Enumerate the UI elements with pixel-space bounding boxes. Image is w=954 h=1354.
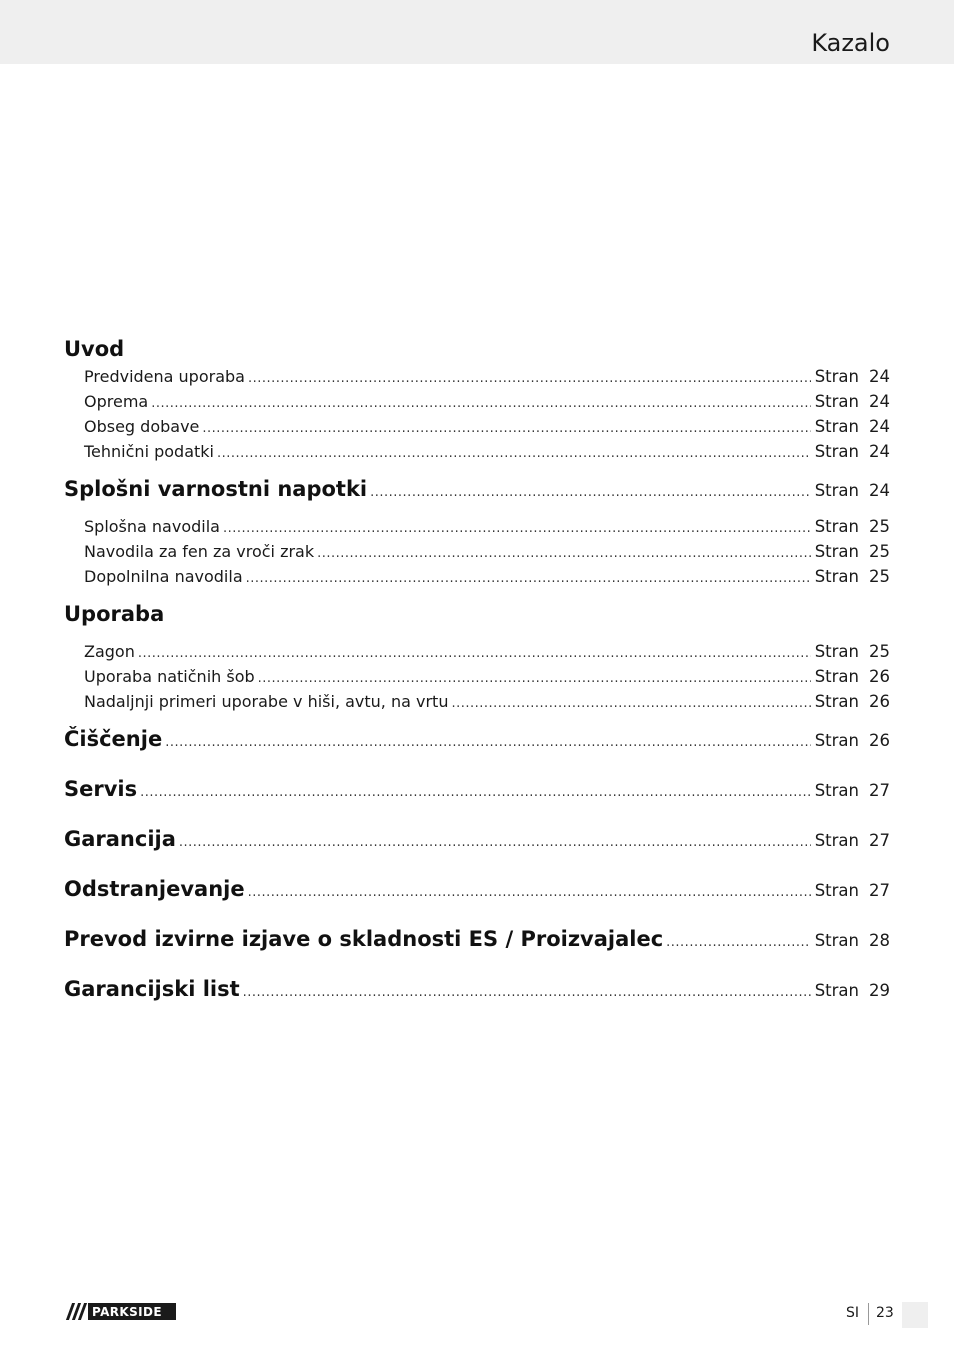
toc-section: [64, 814, 890, 864]
language-code: SI: [846, 1305, 860, 1321]
toc-entry[interactable]: [64, 639, 890, 664]
page-word: Stran: [814, 442, 859, 461]
dot-leader: [165, 718, 811, 768]
toc-heading-label: Odstranjevanje: [64, 877, 245, 901]
toc-entry[interactable]: [64, 564, 890, 589]
toc-entry-label: Uporaba natičnih šob: [84, 667, 255, 686]
page-number-ref: 24: [869, 367, 890, 386]
toc-heading[interactable]: [64, 864, 890, 914]
page-word: Stran: [814, 367, 859, 386]
toc-section: [64, 464, 890, 589]
page-reference: [815, 514, 890, 539]
toc-heading[interactable]: [64, 464, 890, 514]
page-number-ref: 28: [869, 931, 890, 950]
page-reference: [815, 439, 890, 464]
toc-entry-label: Zagon: [84, 642, 135, 661]
footer-divider: [868, 1303, 869, 1325]
page-number-ref: 25: [869, 642, 890, 661]
page-reference: [815, 766, 890, 816]
page-reference: [815, 816, 890, 866]
page-reference: [815, 389, 890, 414]
dot-leader: [217, 441, 811, 466]
page-reference: [815, 689, 890, 714]
toc-entry-label: Tehnični podatki: [84, 442, 214, 461]
toc-entry[interactable]: [64, 689, 890, 714]
dot-leader: [202, 416, 810, 441]
logo-text: PARKSIDE: [92, 1304, 162, 1319]
logo-stripes-icon: [64, 1303, 88, 1320]
toc-heading[interactable]: [64, 589, 890, 639]
page-reference: [815, 866, 890, 916]
dot-leader: [151, 391, 810, 416]
page-number-ref: 24: [869, 481, 890, 500]
page-word: Stran: [814, 417, 859, 436]
dot-leader: [140, 768, 811, 818]
page-word: Stran: [814, 481, 859, 500]
page-word: Stran: [814, 392, 859, 411]
page-word: Stran: [814, 517, 859, 536]
dot-leader: [179, 818, 811, 868]
toc-heading[interactable]: [64, 714, 890, 764]
page-number-ref: 24: [869, 442, 890, 461]
parkside-logo: [64, 1303, 176, 1320]
dot-leader: [138, 641, 811, 666]
dot-leader: [317, 541, 811, 566]
dot-leader: [370, 468, 811, 518]
toc-entry[interactable]: [64, 364, 890, 389]
page-number-ref: 29: [869, 981, 890, 1000]
page-number-ref: 26: [869, 692, 890, 711]
page-word: Stran: [814, 731, 859, 750]
toc-entry[interactable]: [64, 389, 890, 414]
dot-leader: [248, 366, 811, 391]
toc-heading-label: Servis: [64, 777, 138, 801]
toc-heading[interactable]: [64, 334, 890, 364]
table-of-contents: [64, 334, 890, 1014]
page-number-ref: 27: [869, 781, 890, 800]
page-number-ref: 26: [869, 731, 890, 750]
toc-entry[interactable]: [64, 539, 890, 564]
page-word: Stran: [814, 931, 859, 950]
page-number-ref: 25: [869, 567, 890, 586]
page-reference: [815, 716, 890, 766]
page-reference: [815, 664, 890, 689]
page-title: Kazalo: [811, 29, 890, 57]
toc-section: [64, 589, 890, 714]
page-reference: [815, 639, 890, 664]
toc-entry-label: Oprema: [84, 392, 149, 411]
toc-heading-label: Uporaba: [64, 602, 165, 626]
toc-heading-label: Garancijski list: [64, 977, 240, 1001]
page-word: Stran: [814, 567, 859, 586]
toc-entry-label: Obseg dobave: [84, 417, 200, 436]
toc-entry[interactable]: [64, 414, 890, 439]
page-number-ref: 24: [869, 392, 890, 411]
toc-heading-label: Čiščenje: [64, 727, 163, 751]
page-word: Stran: [814, 981, 859, 1000]
toc-entry[interactable]: [64, 439, 890, 464]
dot-leader: [451, 691, 810, 716]
toc-section: [64, 914, 890, 964]
page-word: Stran: [814, 781, 859, 800]
toc-entry-label: Predvidena uporaba: [84, 367, 245, 386]
page-number-ref: 24: [869, 417, 890, 436]
toc-heading[interactable]: [64, 964, 890, 1014]
page-word: Stran: [814, 542, 859, 561]
toc-heading[interactable]: [64, 814, 890, 864]
toc-section: [64, 764, 890, 814]
toc-entry[interactable]: [64, 514, 890, 539]
page-word: Stran: [814, 881, 859, 900]
page-reference: [815, 564, 890, 589]
dot-leader: [243, 968, 811, 1018]
page-number: 23: [876, 1305, 894, 1321]
toc-section: [64, 334, 890, 464]
toc-entry-label: Nadaljnji primeri uporabe v hiši, avtu, na vrtu: [84, 692, 449, 711]
footer-tab: [902, 1302, 928, 1328]
page-word: Stran: [814, 642, 859, 661]
page-number-ref: 27: [869, 831, 890, 850]
dot-leader: [248, 868, 811, 918]
dot-leader: [666, 918, 811, 968]
toc-heading[interactable]: [64, 914, 890, 964]
page-reference: [815, 539, 890, 564]
page-number-ref: 27: [869, 881, 890, 900]
page-word: Stran: [814, 831, 859, 850]
page-number-ref: 26: [869, 667, 890, 686]
page-number-ref: 25: [869, 542, 890, 561]
dot-leader: [223, 516, 811, 541]
toc-entry-label: Navodila za fen za vroči zrak: [84, 542, 315, 561]
toc-section: [64, 864, 890, 914]
toc-heading[interactable]: [64, 764, 890, 814]
page-reference: [815, 364, 890, 389]
page-reference: [815, 414, 890, 439]
dot-leader: [258, 666, 811, 691]
page-word: Stran: [814, 667, 859, 686]
page-reference: [815, 466, 890, 516]
dot-leader: [246, 566, 811, 591]
page-number-ref: 25: [869, 517, 890, 536]
toc-heading-label: Prevod izvirne izjave o skladnosti ES / Proizvajalec: [64, 927, 664, 951]
toc-heading-label: Uvod: [64, 337, 125, 361]
toc-entry-label: Splošna navodila: [84, 517, 220, 536]
toc-section: [64, 714, 890, 764]
page-reference: [815, 916, 890, 966]
toc-entry[interactable]: [64, 664, 890, 689]
toc-heading-label: Splošni varnostni napotki: [64, 477, 368, 501]
toc-section: [64, 964, 890, 1014]
page-reference: [815, 966, 890, 1016]
toc-heading-label: Garancija: [64, 827, 176, 851]
toc-entry-label: Dopolnilna navodila: [84, 567, 243, 586]
page-word: Stran: [814, 692, 859, 711]
